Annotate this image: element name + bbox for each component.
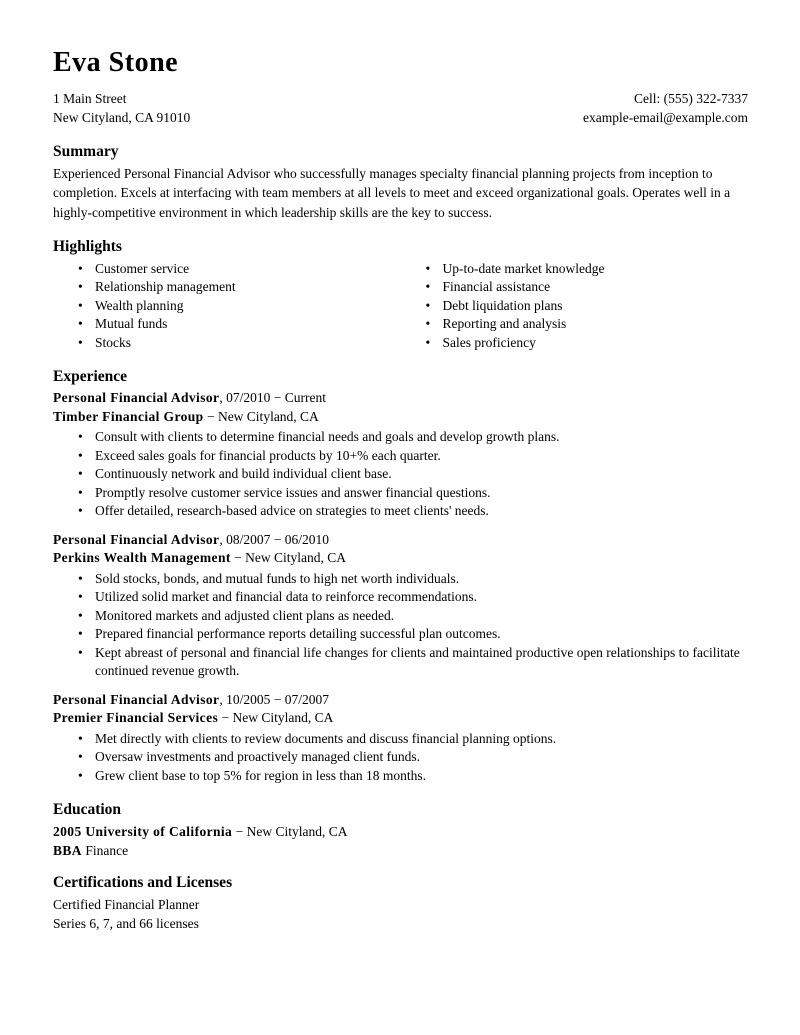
job-bullet: • Oversaw investments and proactively managed client funds. (95, 748, 748, 767)
contact-info (53, 89, 748, 127)
job-bullet: • Offer detailed, research-based advice on strategies to meet clients' needs. (95, 502, 748, 521)
summary-heading: Summary (53, 142, 119, 160)
job-entry (53, 691, 748, 786)
job-bullet: • Consult with clients to determine financial needs and goals and develop growth plans. (95, 428, 748, 447)
highlights-column-left (53, 259, 401, 353)
highlights-heading: Highlights (53, 238, 122, 256)
job-location: − New Cityland, CA (218, 710, 334, 726)
education-school-line (53, 822, 748, 841)
highlight-item: • Debt liquidation plans (443, 297, 749, 316)
education-heading: Education (53, 801, 122, 819)
education-degree-line (53, 841, 748, 860)
highlight-item: • Reporting and analysis (443, 315, 749, 334)
job-bullet: • Promptly resolve customer service issues and answer financial questions. (95, 484, 748, 503)
job-dates: , 07/2010 − Current (219, 390, 327, 406)
contact-phone-email (583, 89, 748, 127)
job-bullet: • Kept abreast of personal and financial life changes for clients and maintained productive open relationships to facilitate continued revenue growth. (95, 644, 748, 681)
job-entry (53, 389, 748, 521)
job-title-line (53, 531, 748, 550)
job-company: Perkins Wealth Management (53, 550, 231, 566)
job-dates: , 08/2007 − 06/2010 (219, 531, 330, 547)
job-title-line (53, 389, 748, 408)
education-degree: BBA (53, 843, 82, 859)
experience-heading: Experience (53, 368, 128, 386)
education-major: Finance (81, 843, 129, 859)
job-title: Personal Financial Advisor (53, 531, 220, 547)
job-dates: , 10/2005 − 07/2007 (219, 691, 330, 707)
address-line-1: 1 Main Street (53, 90, 127, 106)
certifications-heading: Certifications and Licenses (53, 874, 233, 892)
job-company: Timber Financial Group (53, 408, 204, 424)
job-company-line (53, 408, 748, 427)
highlight-item: • Sales proficiency (443, 334, 749, 353)
education-school: 2005 University of California (53, 824, 233, 840)
certification-item: Certified Financial Planner (53, 896, 200, 912)
job-bullet: • Met directly with clients to review documents and discuss financial planning options. (95, 730, 748, 749)
highlight-item: • Wealth planning (95, 297, 401, 316)
highlights-section (53, 238, 748, 352)
job-bullet: • Utilized solid market and financial data to reinforce recommendations. (95, 588, 748, 607)
summary-text: Experienced Personal Financial Advisor who successfully manages specialty financial planning projects from inception to completion. Excels at interfacing with team members at all levels to meet and exceed organizational goals. Operates well in a highly-competitive environment in which leadership skills are the key to success. (53, 165, 731, 220)
job-company: Premier Financial Services (53, 710, 219, 726)
job-bullet: • Sold stocks, bonds, and mutual funds to high net worth individuals. (95, 570, 748, 589)
job-company-line (53, 709, 748, 728)
job-bullet: • Exceed sales goals for financial products by 10+% each quarter. (95, 447, 748, 466)
highlight-item: • Customer service (95, 260, 401, 279)
certifications-section (53, 874, 748, 933)
job-bullet: • Monitored markets and adjusted client plans as needed. (95, 607, 748, 626)
email-address: example-email@example.com (583, 109, 748, 125)
highlights-columns (53, 259, 748, 353)
job-title: Personal Financial Advisor (53, 390, 220, 406)
education-section (53, 801, 748, 860)
job-bullet: • Grew client base to top 5% for region in less than 18 months. (95, 767, 748, 786)
job-location: − New Cityland, CA (203, 408, 319, 424)
highlight-item: • Relationship management (95, 278, 401, 297)
experience-section (53, 368, 748, 785)
job-bullet-list (53, 730, 748, 786)
job-entry (53, 531, 748, 681)
job-location: − New Cityland, CA (230, 550, 346, 566)
highlights-list-left (53, 260, 401, 353)
certification-item: Series 6, 7, and 66 licenses (53, 915, 199, 931)
highlight-item: • Up-to-date market knowledge (443, 260, 749, 279)
highlights-column-right (401, 259, 749, 353)
highlights-list-right (401, 260, 749, 353)
job-bullet-list (53, 570, 748, 681)
job-title-line (53, 691, 748, 710)
job-bullet: • Continuously network and build individual client base. (95, 465, 748, 484)
highlight-item: • Financial assistance (443, 278, 749, 297)
summary-section (53, 143, 748, 222)
contact-address (53, 89, 190, 127)
cell-phone: Cell: (555) 322-7337 (634, 90, 748, 106)
resume-header (53, 48, 748, 127)
job-bullet: • Prepared financial performance reports detailing successful plan outcomes. (95, 625, 748, 644)
address-line-2: New Cityland, CA 91010 (53, 109, 191, 125)
highlight-item: • Stocks (95, 334, 401, 353)
highlight-item: • Mutual funds (95, 315, 401, 334)
job-title: Personal Financial Advisor (53, 691, 220, 707)
education-location: − New Cityland, CA (232, 824, 348, 840)
job-company-line (53, 549, 748, 568)
job-bullet-list (53, 428, 748, 521)
person-name: Eva Stone (53, 47, 179, 78)
